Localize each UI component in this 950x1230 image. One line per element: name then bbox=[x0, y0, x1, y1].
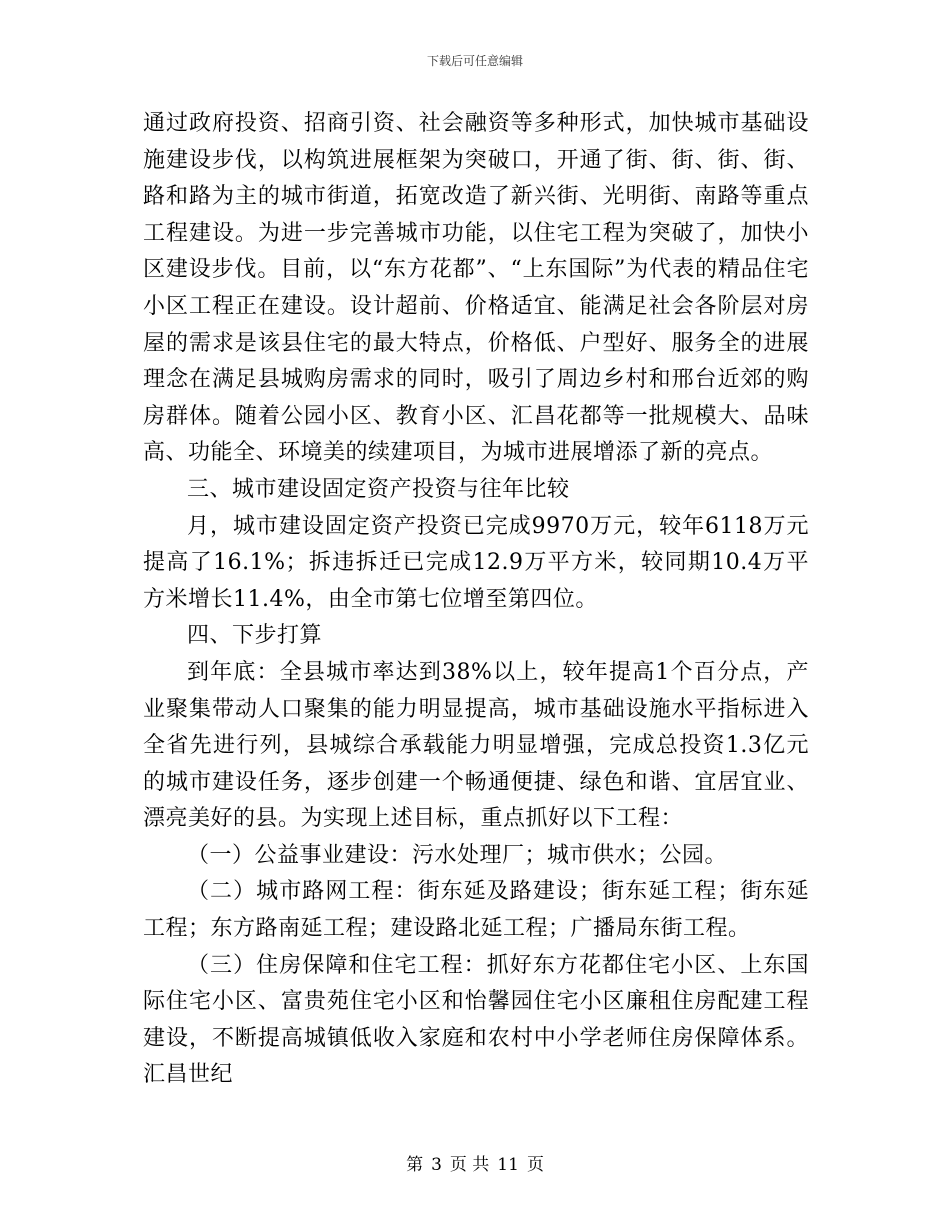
page-number: 3 bbox=[431, 1155, 442, 1175]
footer-prefix: 第 bbox=[406, 1155, 424, 1175]
page-header: 下载后可任意编辑 bbox=[426, 54, 523, 68]
footer-suffix: 页 bbox=[526, 1155, 544, 1175]
total-pages: 11 bbox=[497, 1155, 519, 1175]
paragraph-investment: 月，城市建设固定资产投资已完成9970万元，较年6118万元提高了16.1%；拆违拆迁已完成12.9万平方米，较同期10.4万平方米增长11.4%，由全市第七位增至第四位。 bbox=[143, 513, 809, 612]
section-heading-3: 三、城市建设固定资产投资与往年比较 bbox=[187, 476, 570, 502]
list-item-road-network: （二）城市路网工程：街东延及路建设；街东延工程；街东延工程；东方路南延工程；建设路北延工程；广播局东街工程。 bbox=[143, 879, 809, 942]
paragraph-goals: 到年底：全县城市率达到38%以上，较年提高1个百分点，产业聚集带动人口聚集的能力明显提高，城市基础设施水平指标进入全省先进行列，县城综合承载能力明显增强，完成总投资1.3亿元的城市建设任务，逐步创建一个畅通便捷、绿色和谐、宜居宜业、漂亮美好的县。为实现上述目标，重点抓好以下工程： bbox=[143, 659, 809, 832]
document-body bbox=[143, 106, 809, 1094]
footer-middle: 页 共 bbox=[449, 1155, 490, 1175]
page-footer bbox=[0, 1154, 950, 1176]
section-heading-4: 四、下步打算 bbox=[187, 623, 323, 649]
list-item-housing: （三）住房保障和住宅工程：抓好东方花都住宅小区、上东国际住宅小区、富贵苑住宅小区和怡馨园住宅小区廉租住房配建工程建设，不断提高城镇低收入家庭和农村中小学老师住房保障体系。汇昌世纪 bbox=[143, 952, 809, 1088]
list-item-public-works: （一）公益事业建设：污水处理厂；城市供水；公园。 bbox=[187, 842, 728, 868]
paragraph-intro: 通过政府投资、招商引资、社会融资等多种形式，加快城市基础设施建设步伐，以构筑进展框架为突破口，开通了街、街、街、街、路和路为主的城市街道，拓宽改造了新兴街、光明街、南路等重点工程建设。为进一步完善城市功能，以住宅工程为突破了，加快小区建设步伐。目前，以“东方花都”、“上东国际”为代表的精品住宅小区工程正在建设。设计超前、价格适宜、能满足社会各阶层对房屋的需求是该县住宅的最大特点，价格低、户型好、服务全的进展理念在满足县城购房需求的同时，吸引了周边乡村和邢台近郊的购房群体。随着公园小区、教育小区、汇昌花都等一批规模大、品味高、功能全、环境美的续建项目，为城市进展增添了新的亮点。 bbox=[143, 111, 809, 466]
